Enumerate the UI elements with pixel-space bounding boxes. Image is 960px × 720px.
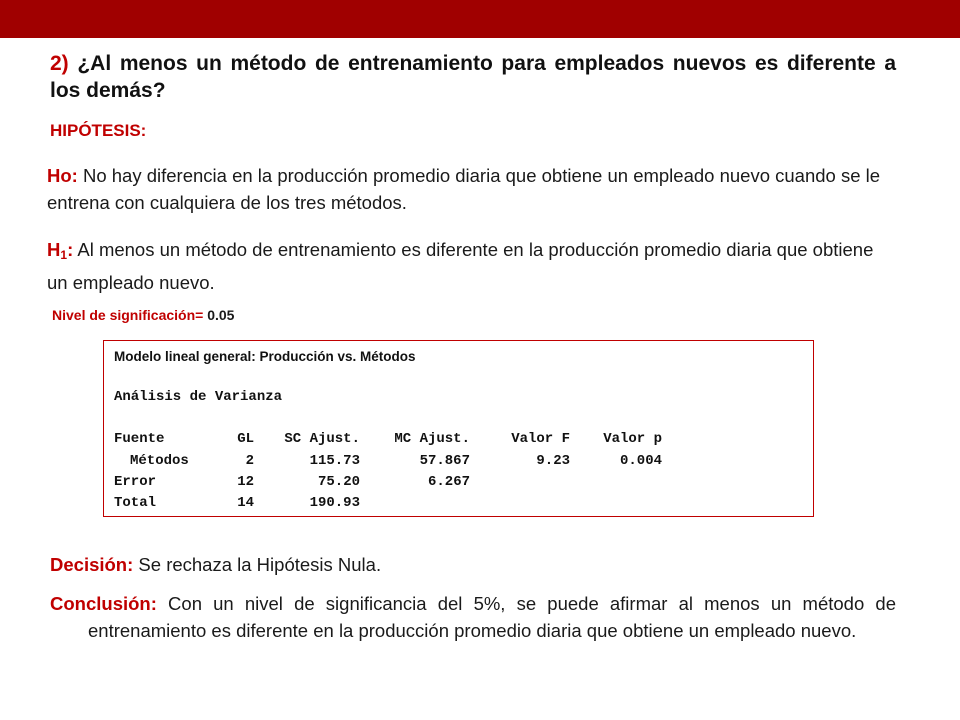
row-mc: 57.867 (419, 453, 470, 469)
col-fuente: Fuente (114, 431, 165, 447)
col-sc: SC Ajust. (284, 431, 360, 447)
null-hypothesis-label: Ho: (47, 165, 78, 186)
col-gl: GL (237, 431, 254, 447)
significance-value: 0.05 (207, 307, 235, 323)
col-p: Valor p (603, 431, 662, 447)
hypothesis-heading: HIPÓTESIS: (50, 121, 147, 140)
row-gl: 2 (245, 453, 254, 469)
row-source: Error (114, 474, 157, 490)
question-text: ¿Al menos un método de entrenamiento para empleados nuevos es diferente a los demás? (50, 52, 896, 102)
conclusion-label: Conclusión: (50, 593, 157, 614)
row-source: Total (114, 495, 157, 511)
top-banner (0, 0, 960, 38)
col-f: Valor F (511, 431, 570, 447)
alternative-hypothesis-label (47, 239, 73, 260)
row-sc: 190.93 (309, 495, 360, 511)
table-row (114, 495, 804, 516)
h1-subscript: 1 (60, 248, 68, 262)
h1-letter: H (47, 239, 61, 260)
slide-title (50, 50, 896, 104)
decision-text: Se rechaza la Hipótesis Nula. (138, 554, 382, 575)
table-row (114, 453, 804, 474)
anova-header-row (114, 431, 804, 452)
row-f: 9.23 (536, 453, 570, 469)
col-mc: MC Ajust. (394, 431, 470, 447)
conclusion-text: Con un nivel de significancia del 5%, se puede afirmar al menos un método de entrenamiento es diferente en la producción promedio diaria que obtiene un empleado nuevo. (88, 593, 896, 641)
row-source: Métodos (130, 453, 189, 469)
decision (50, 551, 381, 578)
row-sc: 115.73 (309, 453, 360, 469)
significance-level (52, 307, 234, 323)
alternative-hypothesis (47, 236, 897, 296)
decision-label: Decisión: (50, 554, 134, 575)
null-hypothesis (47, 162, 897, 216)
alternative-hypothesis-text: Al menos un método de entrenamiento es diferente en la producción promedio diaria que obtiene un empleado nuevo. (47, 239, 874, 293)
row-mc: 6.267 (427, 474, 470, 490)
row-sc: 75.20 (317, 474, 360, 490)
row-gl: 12 (237, 474, 254, 490)
conclusion (50, 590, 896, 644)
output-subheader: Análisis de Varianza (114, 389, 283, 405)
row-p: 0.004 (619, 453, 662, 469)
table-row (114, 474, 804, 495)
anova-output-box (103, 340, 814, 517)
output-header: Modelo lineal general: Producción vs. Métodos (114, 349, 416, 364)
row-gl: 14 (237, 495, 254, 511)
h1-colon: : (67, 239, 74, 260)
null-hypothesis-text: No hay diferencia en la producción promedio diaria que obtiene un empleado nuevo cuando se le entrena con cualquiera de los tres métodos. (47, 165, 881, 213)
significance-label: Nivel de significación= (52, 307, 204, 323)
question-number: 2) (50, 52, 69, 75)
